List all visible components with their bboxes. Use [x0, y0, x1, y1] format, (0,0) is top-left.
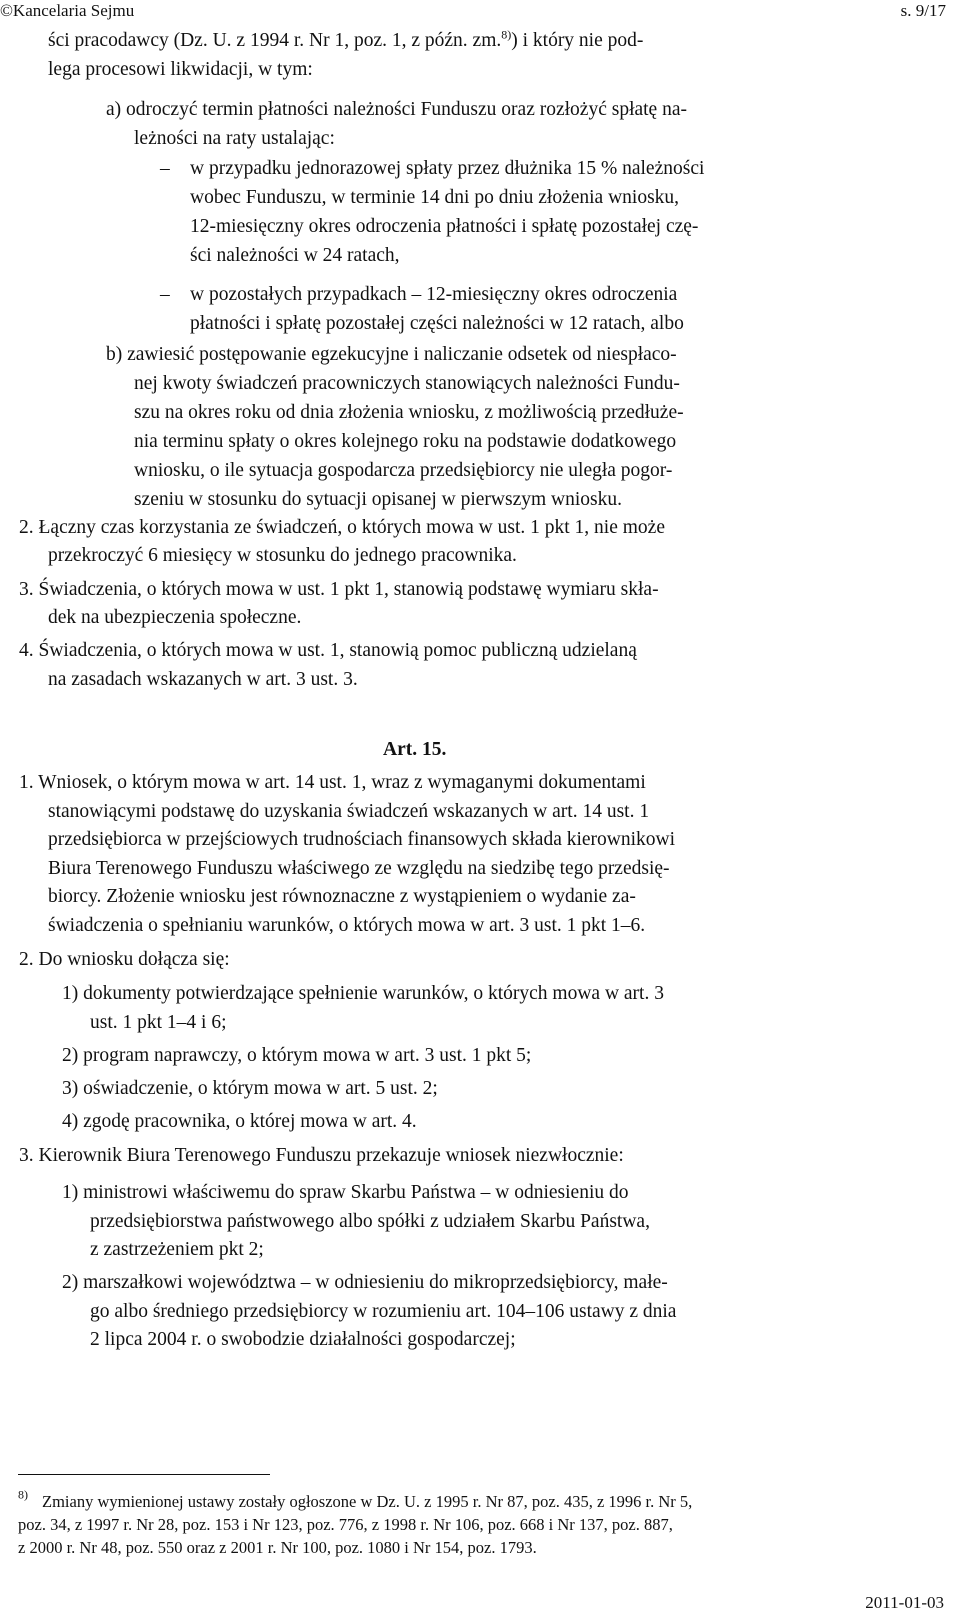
text-line: świadczenia o spełnianiu warunków, o których mowa w art. 3 ust. 1 pkt 1–6.: [48, 915, 646, 936]
list-dash: –: [160, 158, 170, 179]
text-line: stanowiącymi podstawę do uzyskania świadczeń wskazanych w art. 14 ust. 1: [48, 801, 650, 822]
text-line: 4) zgodę pracownika, o której mowa w art. 4.: [62, 1111, 417, 1132]
article-title: Art. 15.: [383, 739, 447, 760]
text-line: w pozostałych przypadkach – 12-miesięczny okres odroczenia: [190, 284, 678, 305]
footnote-ref: 8): [501, 27, 512, 42]
text-line: płatności i spłatę pozostałej części należności w 12 ratach, albo: [190, 313, 684, 334]
text-line: a) odroczyć termin płatności należności Funduszu oraz rozłożyć spłatę na-: [106, 99, 687, 120]
text-line: 2 lipca 2004 r. o swobodzie działalności gospodarczej;: [90, 1329, 516, 1350]
text-line: wniosku, o ile sytuacja gospodarcza przedsiębiorcy nie uległa pogor-: [134, 460, 673, 481]
footnote-line: Zmiany wymienionej ustawy zostały ogłoszone w Dz. U. z 1995 r. Nr 87, poz. 435, z 1996 r. Nr 5,: [42, 1492, 693, 1511]
text-line: wobec Funduszu, w terminie 14 dni po dniu złożenia wniosku,: [190, 187, 680, 208]
text-line: nia terminu spłaty o okres kolejnego roku na podstawie dodatkowego: [134, 431, 677, 452]
text-line: lega procesowi likwidacji, w tym:: [48, 59, 313, 80]
footnote-line: poz. 34, z 1997 r. Nr 28, poz. 153 i Nr 123, poz. 776, z 1998 r. Nr 106, poz. 668 i Nr 137, poz. 887,: [18, 1515, 673, 1534]
text-line: nej kwoty świadczeń pracowniczych stanowiących należności Fundu-: [134, 373, 680, 394]
footnote-marker: 8): [18, 1487, 28, 1502]
text-line: na zasadach wskazanych w art. 3 ust. 3.: [48, 669, 358, 690]
header-source: ©Kancelaria Sejmu: [0, 1, 135, 20]
text-line: dek na ubezpieczenia społeczne.: [48, 607, 302, 628]
text-line: Biura Terenowego Funduszu właściwego ze względu na siedzibę tego przedsię-: [48, 858, 670, 879]
text-line: szu na okres roku od dnia złożenia wniosku, z możliwością przedłuże-: [134, 402, 684, 423]
text-line: [48, 26, 643, 56]
text-line: 2. Do wniosku dołącza się:: [19, 949, 230, 970]
footnote-separator: [18, 1474, 270, 1475]
text-line: leżności na raty ustalając:: [134, 128, 335, 149]
text-line: 1) dokumenty potwierdzające spełnienie warunków, o których mowa w art. 3: [62, 983, 664, 1004]
text-line: przedsiębiorstwa państwowego albo spółki z udziałem Skarbu Państwa,: [90, 1211, 650, 1232]
text-line: 2) marszałkowi województwa – w odniesieniu do mikroprzedsiębiorcy, małe-: [62, 1272, 668, 1293]
header-page-number: s. 9/17: [900, 1, 946, 20]
text-line: szeniu w stosunku do sytuacji opisanej w pierwszym wniosku.: [134, 489, 622, 510]
text-line: 1) ministrowi właściwemu do spraw Skarbu Państwa – w odniesieniu do: [62, 1182, 629, 1203]
text-line-part: ) i który nie pod-: [511, 30, 644, 51]
text-line: ści należności w 24 ratach,: [190, 245, 400, 266]
text-line: 2) program naprawczy, o którym mowa w art. 3 ust. 1 pkt 5;: [62, 1045, 532, 1066]
text-line: przedsiębiorca w przejściowych trudnościach finansowych składa kierownikowi: [48, 829, 676, 850]
text-line: go albo średniego przedsiębiorcy w rozumieniu art. 104–106 ustawy z dnia: [90, 1301, 677, 1322]
text-line: 2. Łączny czas korzystania ze świadczeń, o których mowa w ust. 1 pkt 1, nie może: [19, 517, 665, 538]
text-line: 4. Świadczenia, o których mowa w ust. 1, stanowią pomoc publiczną udzielaną: [19, 640, 637, 661]
text-line: 1. Wniosek, o którym mowa w art. 14 ust. 1, wraz z wymaganymi dokumentami: [19, 772, 646, 793]
text-line: biorcy. Złożenie wniosku jest równoznaczne z wystąpieniem o wydanie za-: [48, 886, 636, 907]
text-line: 12-miesięczny okres odroczenia płatności i spłatę pozostałej czę-: [190, 216, 699, 237]
text-line: przekroczyć 6 miesięcy w stosunku do jednego pracownika.: [48, 545, 517, 566]
text-line-part: ści pracodawcy (Dz. U. z 1994 r. Nr 1, poz. 1, z późn. zm.: [48, 30, 502, 51]
list-dash: –: [160, 284, 170, 305]
text-line: w przypadku jednorazowej spłaty przez dłużnika 15 % należności: [190, 158, 705, 179]
text-line: 3) oświadczenie, o którym mowa w art. 5 ust. 2;: [62, 1078, 438, 1099]
footnote-line: z 2000 r. Nr 48, poz. 550 oraz z 2001 r. Nr 100, poz. 1080 i Nr 154, poz. 1793.: [18, 1538, 537, 1557]
text-line: ust. 1 pkt 1–4 i 6;: [90, 1012, 227, 1033]
text-line: 3. Świadczenia, o których mowa w ust. 1 pkt 1, stanowią podstawę wymiaru skła-: [19, 579, 659, 600]
text-line: b) zawiesić postępowanie egzekucyjne i naliczanie odsetek od niespłaco-: [106, 344, 677, 365]
footer-date: 2011-01-03: [865, 1593, 944, 1612]
text-line: 3. Kierownik Biura Terenowego Funduszu przekazuje wniosek niezwłocznie:: [19, 1145, 624, 1166]
text-line: z zastrzeżeniem pkt 2;: [90, 1239, 264, 1260]
